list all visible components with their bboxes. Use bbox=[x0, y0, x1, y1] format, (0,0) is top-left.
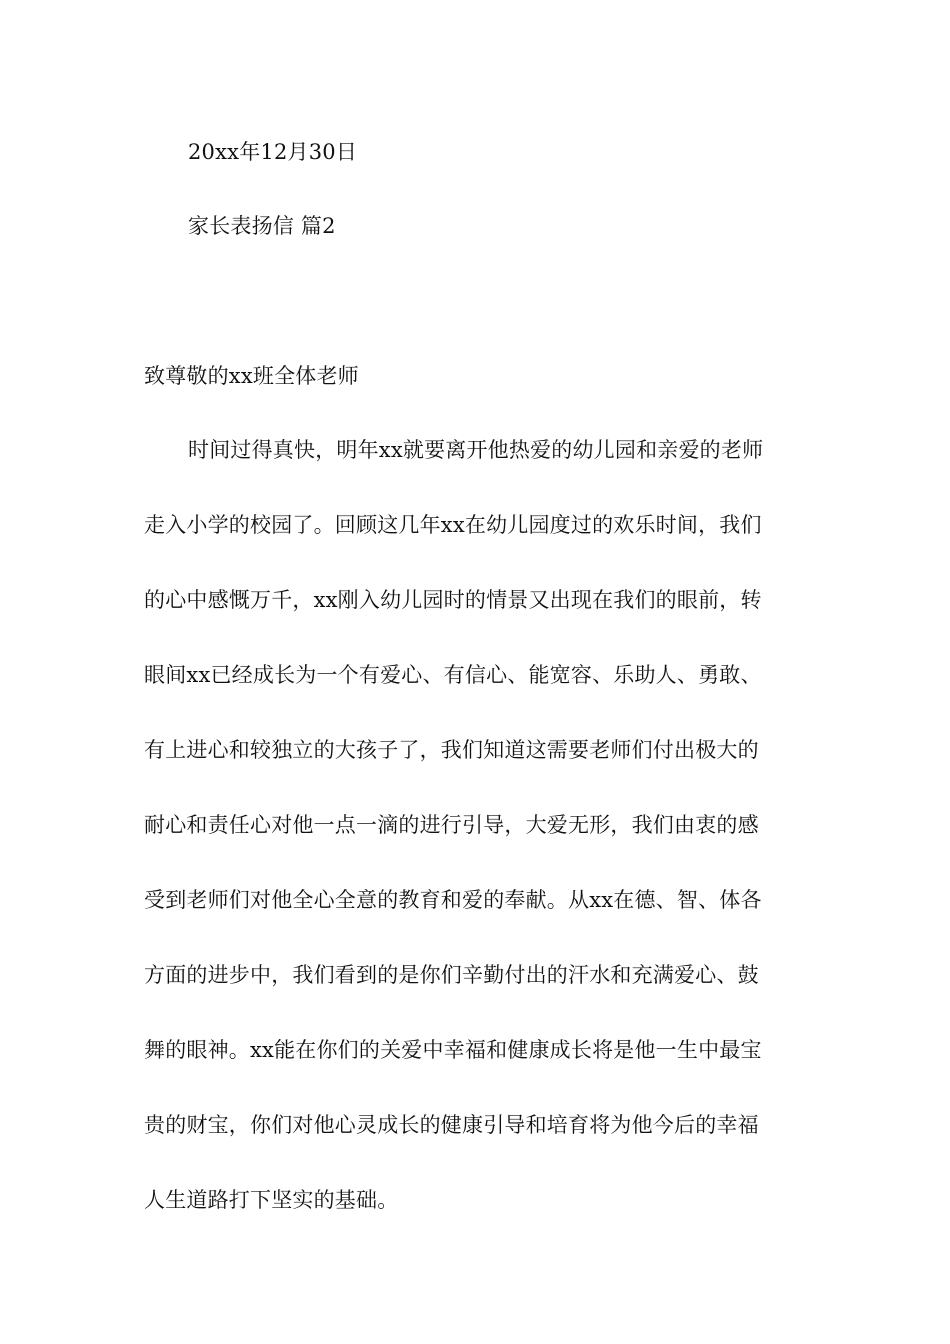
body-line: 有上进心和较独立的大孩子了，我们知道这需要老师们付出极大的 bbox=[144, 738, 759, 762]
body-line: 走入小学的校园了。回顾这几年xx在幼儿园度过的欢乐时间，我们 bbox=[144, 513, 762, 537]
body-line: 的心中感慨万千，xx刚入幼儿园时的情景又出现在我们的眼前，转 bbox=[144, 588, 762, 612]
body-line: 舞的眼神。xx能在你们的关爱中幸福和健康成长将是他一生中最宝 bbox=[144, 1038, 762, 1062]
body-line: 贵的财宝，你们对他心灵成长的健康引导和培育将为他今后的幸福 bbox=[144, 1113, 759, 1137]
letter-date: 20xx年12月30日 bbox=[188, 140, 358, 164]
letter-salutation: 致尊敬的xx班全体老师 bbox=[144, 364, 359, 388]
body-line: 时间过得真快，明年xx就要离开他热爱的幼儿园和亲爱的老师 bbox=[188, 438, 764, 462]
letter-heading: 家长表扬信 篇2 bbox=[188, 214, 336, 238]
body-line: 眼间xx已经成长为一个有爱心、有信心、能宽容、乐助人、勇敢、 bbox=[144, 663, 762, 687]
body-line: 方面的进步中，我们看到的是你们辛勤付出的汗水和充满爱心、鼓 bbox=[144, 963, 759, 987]
body-line: 受到老师们对他全心全意的教育和爱的奉献。从xx在德、智、体各 bbox=[144, 888, 762, 912]
body-line: 耐心和责任心对他一点一滴的进行引导，大爱无形，我们由衷的感 bbox=[144, 813, 759, 837]
body-line: 人生道路打下坚实的基础。 bbox=[144, 1188, 399, 1212]
